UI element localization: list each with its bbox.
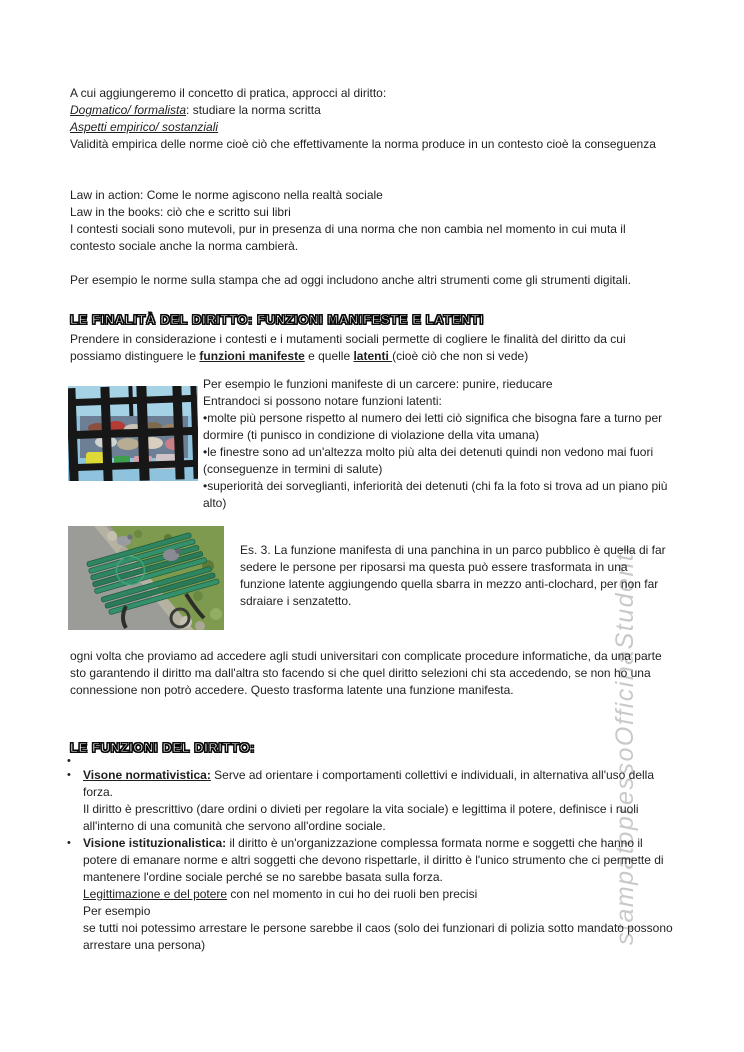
paragraph-carcere: Per esempio le funzioni manifeste di un carcere: punire, rieducare Entrandoci si possono notare funzioni latenti: •molte più persone rispetto al numero dei letti ciò significa che bisogna fare a turno per dormire (ti punisco in condizione di violazione della vita umana) •le finestre sono ad un'altezza molto più alta dei detenuti quindi non vedono mai fuori (conseguenze in termini di salute) •superiorità dei sorveglianti, inferiorità dei detenuti (chi fa la foto si trova ad un piano più alto) [203, 377, 668, 510]
bench-photo-drawing [68, 526, 224, 630]
paragraph-panchina: Es. 3. La funzione manifesta di una panchina in un parco pubblico è quella di far sedere le persone per riposarsi ma questa può essere trasformata in una funzione latente aggiungendo quella sbarra in mezzo anti-clochard, per non far sdraiare i senzatetto. [240, 543, 666, 608]
heading-finalita-diritto: LE FINALITÀ DEL DIRITTO: FUNZIONI MANIFESTE E LATENTI [70, 312, 484, 327]
paragraph-law: Law in action: Come le norme agiscono nella realtà sociale Law in the books: ciò che e scritto sui libri [70, 188, 383, 219]
bench-photo [68, 526, 224, 630]
bullet-icon: • [67, 769, 71, 781]
watermark-text: stampatopressoOfficinaStudenti [611, 545, 639, 945]
paragraph-approcci: A cui aggiungeremo il concetto di pratica, approcci al diritto: Dogmatico/ formalista: studiare la norma scritta Aspetti empirico/ sostanziali Validità empirica delle norme cioè ciò che effettivamente la norma produce in un contesto cioè la conseguenza [70, 86, 656, 151]
paragraph-contesti: I contesti sociali sono mutevoli, pur in presenza di una norma che non cambia nel momento in cui muta il contesto sociale anche la norma cambierà. [70, 222, 626, 253]
list-item-text: Visione istituzionalistica: il diritto è un'organizzazione complessa formata norme e soggetti che hanno il potere di emanare norme e altri soggetti che devono rispettarle, il diritto è l'unico strumento che ci permette di mantenere l'ordine sociale perché se no sarebbe basata sulla forza. Legittimazione e del potere con nel momento in cui ho dei ruoli ben precisi Per esempio se tutti noi potessimo arrestare le persone sarebbe il caos (solo dei funzionari di polizia sotto mandato possono arrestare una persona) [83, 836, 673, 952]
paragraph-stampa: Per esempio le norme sulla stampa che ad oggi includono anche altri strumenti come gli strumenti digitali. [70, 273, 631, 287]
list-item-istituzionalistica [67, 835, 674, 954]
list-item-normativistica [67, 767, 674, 835]
paragraph-prendere: Prendere in considerazione i contesti e i mutamenti sociali permette di cogliere le finalità del diritto da cui possiamo distinguere le funzioni manifeste e quelle latenti (cioè ciò che non si vede) [70, 332, 626, 363]
heading-funzioni-diritto: LE FUNZIONI DEL DIRITTO: [70, 740, 256, 755]
paragraph-accesso: ogni volta che proviamo ad accedere agli studi universitari con complicate procedure informatiche, da una parte sto garantendo il diritto ma dall'altra sto facendo si che quel diritto selezioni chi sta accedendo, se non ho una connessione non potrò accedere. Questo trasforma latente una funzione manifesta. [70, 649, 662, 697]
funzioni-bullet-list [67, 767, 674, 954]
lone-bullet: • [67, 755, 71, 767]
prison-photo-drawing [68, 386, 198, 481]
list-item-text: Visone normativistica: Serve ad orientare i comportamenti collettivi e individuali, in alternativa all'uso della forza. Il diritto è prescrittivo (dare ordini o divieti per regolare la vita sociale) e legittima il potere, definisce i ruoli all'interno di una comunità che servono all'ordine sociale. [83, 768, 655, 833]
prison-photo [68, 386, 198, 481]
bullet-icon: • [67, 837, 71, 849]
